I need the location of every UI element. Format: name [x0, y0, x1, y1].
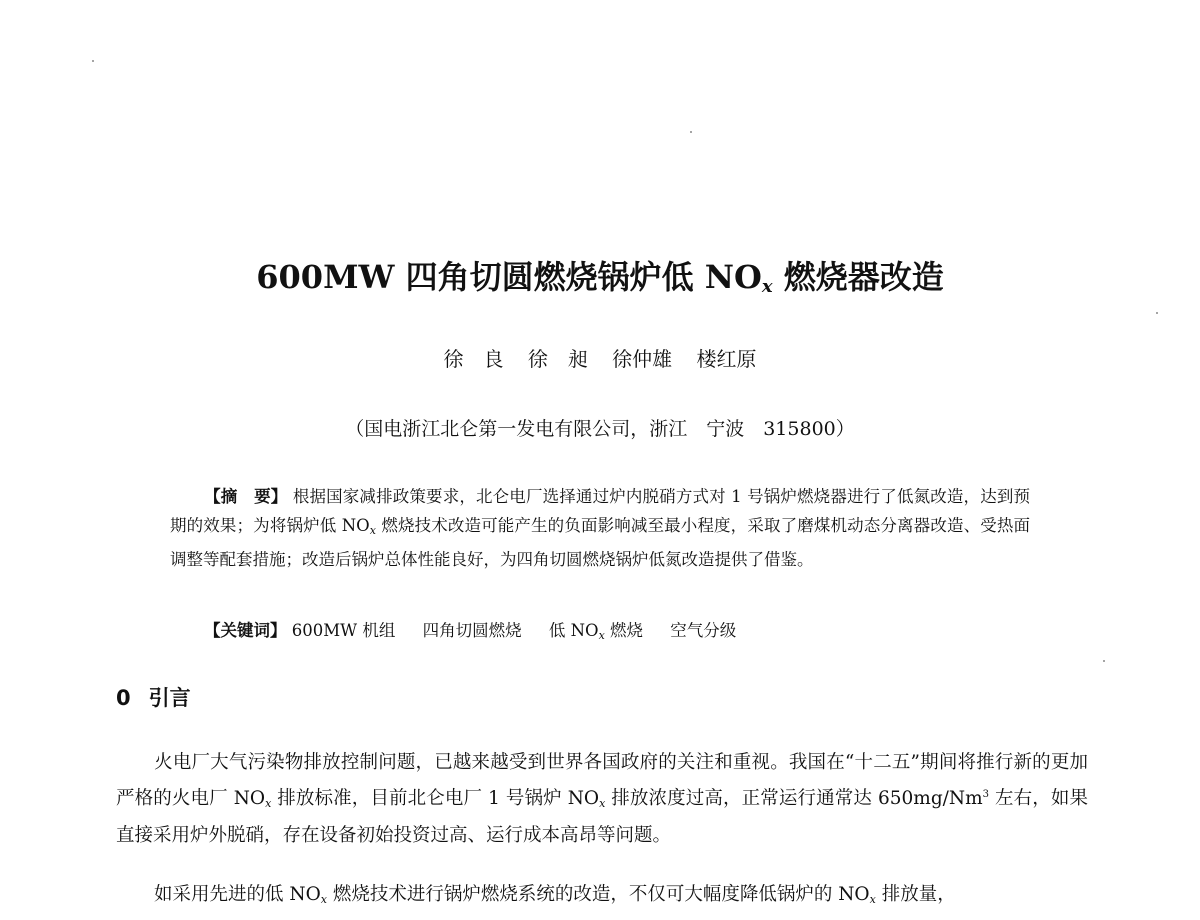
title-main: 600MW 四角切圆燃烧锅炉低 NO — [256, 258, 762, 296]
author-name: 楼红原 — [696, 347, 757, 371]
keywords — [204, 617, 1064, 642]
abstract-label: 【摘 要】 — [204, 487, 288, 506]
abstract-subscript: x — [369, 524, 376, 537]
keyword: 空气分级 — [670, 621, 737, 640]
keyword-subscript: x — [598, 629, 605, 642]
keyword-part: 燃烧 — [604, 621, 644, 640]
abstract — [170, 482, 1030, 574]
keyword: 600MW 机组 — [291, 621, 396, 640]
paragraph-text: 排放标准，目前北仑电厂 1 号锅炉 NO — [271, 788, 600, 809]
author-list — [0, 343, 1200, 372]
body-paragraph — [116, 879, 1088, 916]
scan-speck — [690, 131, 692, 133]
affiliation: （国电浙江北仑第一发电有限公司，浙江 宁波 315800） — [345, 418, 855, 440]
title-tail: 燃烧器改造 — [772, 258, 944, 296]
scan-speck — [1103, 660, 1105, 662]
paragraph-subscript: x — [869, 893, 876, 906]
paper-title — [0, 252, 1200, 298]
section-title: 引言 — [148, 686, 191, 710]
keyword: 四角切圆燃烧 — [422, 621, 522, 640]
paragraph-text: 排放浓度过高，正常运行通常达 650mg/Nm — [605, 788, 983, 809]
section-number: 0 — [116, 686, 131, 710]
title-subscript: x — [761, 276, 773, 297]
paragraph-text: 左右，如果直接采用炉外脱硝，存在设备初始投资过高、运行成本高昂等问题。 — [116, 788, 1088, 846]
author-name: 徐 良 — [443, 347, 504, 371]
paragraph-subscript: x — [265, 797, 272, 810]
abstract-text-cont: 燃烧技术改造可能产生的负面影响减至最小程度，采取了磨煤机动态分离器改造、受热面调整等配套措施；改造后锅炉总体性能良好，为四角切圆燃烧锅炉低氮改造提供了借鉴。 — [170, 516, 1030, 569]
keyword-part: 低 NO — [548, 621, 599, 640]
paragraph-subscript: x — [320, 893, 327, 906]
paragraph-text: 燃烧技术进行锅炉燃烧系统的改造，不仅可大幅度降低锅炉的 NO — [326, 884, 870, 905]
section-heading — [116, 682, 191, 712]
body-paragraph — [116, 747, 1088, 852]
abstract-text: 根据国家减排政策要求，北仑电厂选择通过炉内脱硝方式对 1 号锅炉燃烧器进行了低氮改造，达到预期的效果；为将锅炉低 NO — [170, 487, 1031, 535]
paragraph-superscript: 3 — [982, 789, 990, 800]
paragraph-text: 排放量， — [875, 884, 956, 905]
author-name: 徐仲雄 — [612, 347, 673, 371]
paragraph-text: 火电厂大气污染物排放控制问题，已越来越受到世界各国政府的关注和重视。我国在“十二五”期间将推行新的更加严格的火电厂 NO — [116, 752, 1088, 809]
paragraph-subscript: x — [599, 797, 606, 810]
keywords-label: 【关键词】 — [204, 621, 287, 640]
paragraph-text: 如采用先进的低 NO — [154, 884, 321, 905]
author-name: 徐 昶 — [527, 347, 588, 371]
scan-speck — [1156, 312, 1158, 314]
scan-speck — [92, 60, 94, 62]
keyword — [549, 621, 643, 640]
